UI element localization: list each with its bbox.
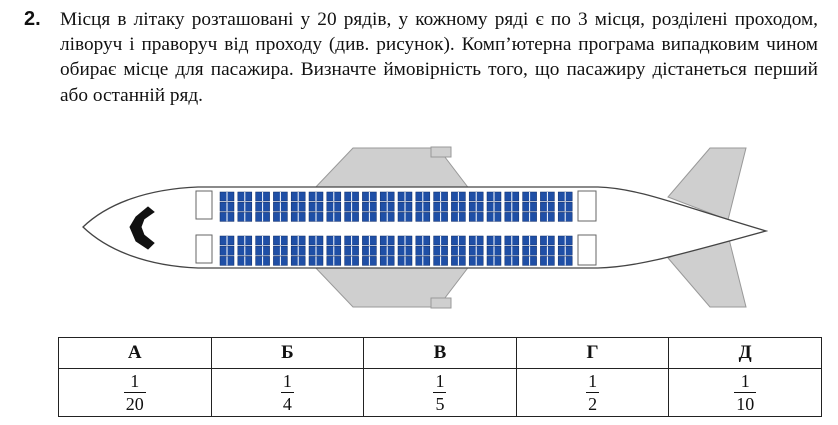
rear-lavatory-top (578, 191, 596, 221)
numerator: 1 (740, 371, 750, 391)
answer-table (58, 337, 822, 417)
top-engine (431, 147, 451, 157)
answer-option-a[interactable] (59, 369, 212, 417)
answer-label-a: А (59, 338, 212, 369)
numerator: 1 (588, 371, 598, 391)
answer-option-v[interactable] (364, 369, 517, 417)
denominator: 5 (435, 394, 445, 414)
question-text: Місця в літаку розташовані у 20 рядів, у кожному ряді є по 3 місця, розділені проходом, ліворуч і праворуч від проходу (див. рисунок). Комп’ютерна програма випадковим чином обирає місце для пасажира. Визначте ймовірність того, що пасажиру дістанеться перший або останній ряд. (60, 9, 818, 106)
numerator: 1 (435, 371, 445, 391)
answer-labels-row (59, 338, 822, 369)
front-galley-bottom (196, 235, 212, 263)
airplane-seating-diagram (78, 145, 768, 313)
answer-option-b[interactable] (211, 369, 364, 417)
denominator: 20 (125, 394, 144, 414)
answer-label-v: В (364, 338, 517, 369)
denominator: 2 (588, 394, 598, 414)
front-galley-top (196, 191, 212, 219)
answer-label-h: Г (516, 338, 669, 369)
bottom-engine (431, 298, 451, 308)
denominator: 4 (282, 394, 292, 414)
question-number: 2. (24, 8, 41, 30)
answer-option-d[interactable] (669, 369, 822, 417)
answer-label-b: Б (211, 338, 364, 369)
numerator: 1 (130, 371, 140, 391)
denominator: 10 (736, 394, 755, 414)
rear-lavatory-bottom (578, 235, 596, 265)
answer-option-h[interactable] (516, 369, 669, 417)
answer-values-row (59, 369, 822, 417)
numerator: 1 (282, 371, 292, 391)
answer-label-d: Д (669, 338, 822, 369)
